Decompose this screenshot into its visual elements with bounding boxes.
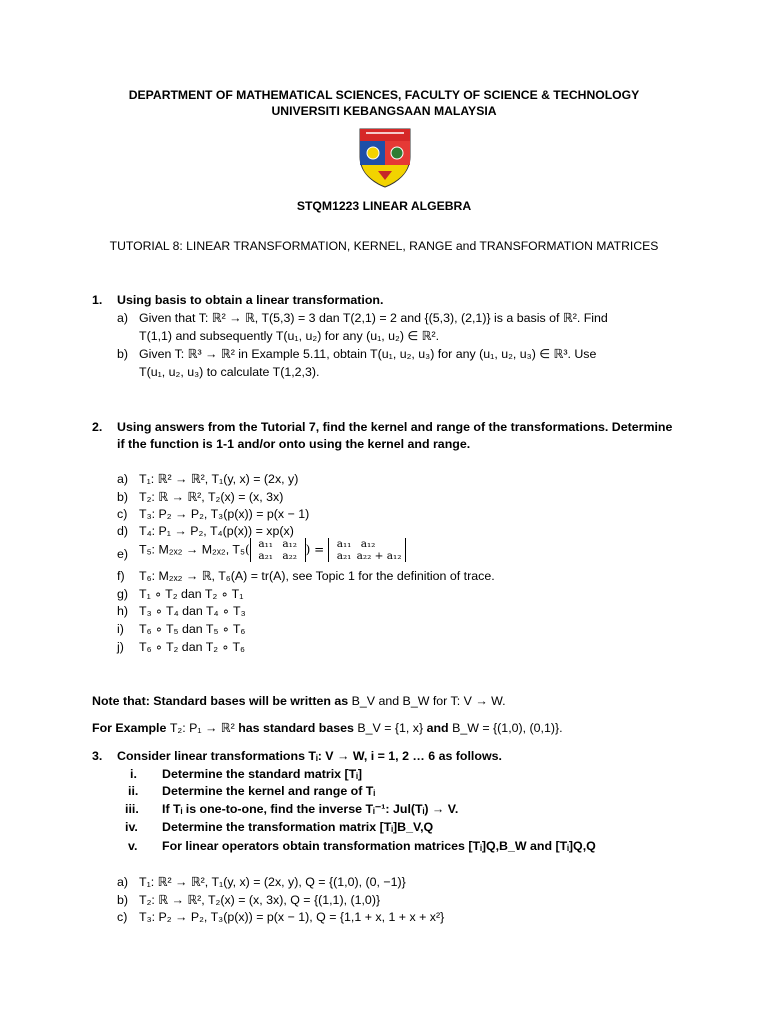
q3-sub-iv-label: iv. — [125, 820, 138, 834]
department-heading: DEPARTMENT OF MATHEMATICAL SCIENCES, FACULTY OF SCIENCE & TECHNOLOGY — [128, 88, 640, 102]
tutorial-title: TUTORIAL 8: LINEAR TRANSFORMATION, KERNEL, RANGE and TRANSFORMATION MATRICES — [109, 239, 659, 253]
q3-number: 3. — [92, 749, 103, 763]
q3b-label: b) — [117, 893, 129, 907]
q2d-text: T₄: P₁ → P₂, T₄(p(x)) = xp(x) — [139, 524, 294, 538]
q2c-text: T₃: P₂ → P₂, T₃(p(x)) = p(x − 1) — [139, 507, 310, 521]
q3c-label: c) — [117, 910, 128, 924]
q2b-label: b) — [117, 490, 129, 504]
q2g-label: g) — [117, 587, 129, 601]
q2d-label: d) — [117, 524, 129, 538]
input-matrix: a₁₁ a₁₂ a₂₁ a₂₂ — [250, 538, 306, 562]
q2-title-line2: if the function is 1-1 and/or onto using the kernel and range. — [117, 437, 471, 451]
q1b-line1: Given T: ℝ³ → ℝ² in Example 5.11, obtain T(u₁, u₂, u₃) for any (u₁, u₂, u₃) ∈ ℝ³. Use — [139, 347, 597, 361]
university-heading: UNIVERSITI KEBANGSAAN MALAYSIA — [271, 104, 497, 118]
q3-sub-i-text: Determine the standard matrix [Tᵢ] — [162, 767, 363, 781]
q2i-label: i) — [117, 622, 124, 636]
q3-sub-iii-label: iii. — [125, 802, 139, 816]
q3-sub-i-label: i. — [130, 767, 137, 781]
q2g-text: T₁ ∘ T₂ dan T₂ ∘ T₁ — [139, 587, 244, 601]
q1a-label: a) — [117, 311, 129, 325]
q2c-label: c) — [117, 507, 128, 521]
university-crest-icon — [356, 127, 414, 189]
q3a-text: T₁: ℝ² → ℝ², T₁(y, x) = (2x, y), Q = {(1,0), (0, −1)} — [139, 875, 406, 889]
q3-sub-v-label: v. — [128, 839, 138, 853]
q2j-text: T₆ ∘ T₂ dan T₂ ∘ T₆ — [139, 640, 246, 654]
q2e-text: T₅: M₂ₓ₂ → M₂ₓ₂, T₅ — [139, 542, 245, 557]
q3c-text: T₃: P₂ → P₂, T₃(p(x)) = p(x − 1), Q = {1,1 + x, 1 + x + x²} — [139, 910, 445, 924]
q2f-note: , see Topic 1 for the definition of trace. — [285, 569, 495, 583]
q2a-label: a) — [117, 472, 129, 486]
q2h-label: h) — [117, 604, 129, 618]
q2e-label: e) — [117, 547, 129, 561]
q1b-line2: T(u₁, u₂, u₃) to calculate T(1,2,3). — [139, 365, 320, 379]
q1-number: 1. — [92, 293, 103, 307]
q3-sub-ii-label: ii. — [128, 784, 139, 798]
q1b-label: b) — [117, 347, 129, 361]
q1a-line1: Given that T: ℝ² → ℝ, T(5,3) = 3 dan T(2,1) = 2 and {(5,3), (2,1)} is a basis of ℝ². Find — [139, 311, 608, 325]
q1-title: Using basis to obtain a linear transformation. — [117, 293, 384, 307]
q2-title-line1: Using answers from the Tutorial 7, find the kernel and range of the transformations. Determine — [117, 420, 673, 434]
q2f-label: f) — [117, 569, 125, 583]
q3-sub-iv-text: Determine the transformation matrix [Tᵢ]B_V,Q — [162, 820, 434, 834]
q2i-text: T₆ ∘ T₅ dan T₅ ∘ T₆ — [139, 622, 246, 636]
q2-number: 2. — [92, 420, 103, 434]
course-title: STQM1223 LINEAR ALGEBRA — [296, 199, 472, 213]
q2a-text: T₁: ℝ² → ℝ², T₁(y, x) = (2x, y) — [139, 472, 299, 486]
q3-title: Consider linear transformations Tᵢ: V → W, i = 1, 2 … 6 as follows. — [117, 749, 502, 763]
q3a-label: a) — [117, 875, 129, 889]
q3-sub-v-text: For linear operators obtain transformation matrices [Tᵢ]Q,B_W and [Tᵢ]Q,Q — [162, 839, 596, 853]
q1a-line2: T(1,1) and subsequently T(u₁, u₂) for any (u₁, u₂) ∈ ℝ². — [139, 329, 440, 343]
q2f-text: T₆: M₂ₓ₂ → ℝ, T₆(A) = tr(A) — [139, 569, 286, 583]
note-example: For Example T₂: P₁ → ℝ² has standard bases B_V = {1, x} and B_W = {(1,0), (0,1)}. — [92, 721, 563, 735]
output-matrix: a₁₁ a₁₂ a₂₁ a₂₂ + a₁₂ — [328, 538, 406, 562]
q2h-text: T₃ ∘ T₄ dan T₄ ∘ T₃ — [139, 604, 246, 618]
q2j-label: j) — [117, 640, 124, 654]
q3-sub-iii-text: If Tᵢ is one-to-one, find the inverse Tᵢ⁻¹: Jul(Tᵢ) → V. — [162, 802, 459, 816]
q3-sub-ii-text: Determine the kernel and range of Tᵢ — [162, 784, 376, 798]
q3b-text: T₂: ℝ → ℝ², T₂(x) = (x, 3x), Q = {(1,1), (1,0)} — [139, 893, 381, 907]
q2e-row: T₅: M₂ₓ₂ → M₂ₓ₂, T₅( a₁₁ a₁₂ a₂₁ a₂₂ ) = a₁₁ a₁₂ a₂₁ a₂₂ + a₁₂ — [139, 538, 406, 562]
note-standard-bases: Note that: Standard bases will be written as B_V and B_W for T: V → W. — [92, 694, 506, 708]
q2f-row — [139, 567, 495, 585]
q2b-text: T₂: ℝ → ℝ², T₂(x) = (x, 3x) — [139, 490, 284, 504]
